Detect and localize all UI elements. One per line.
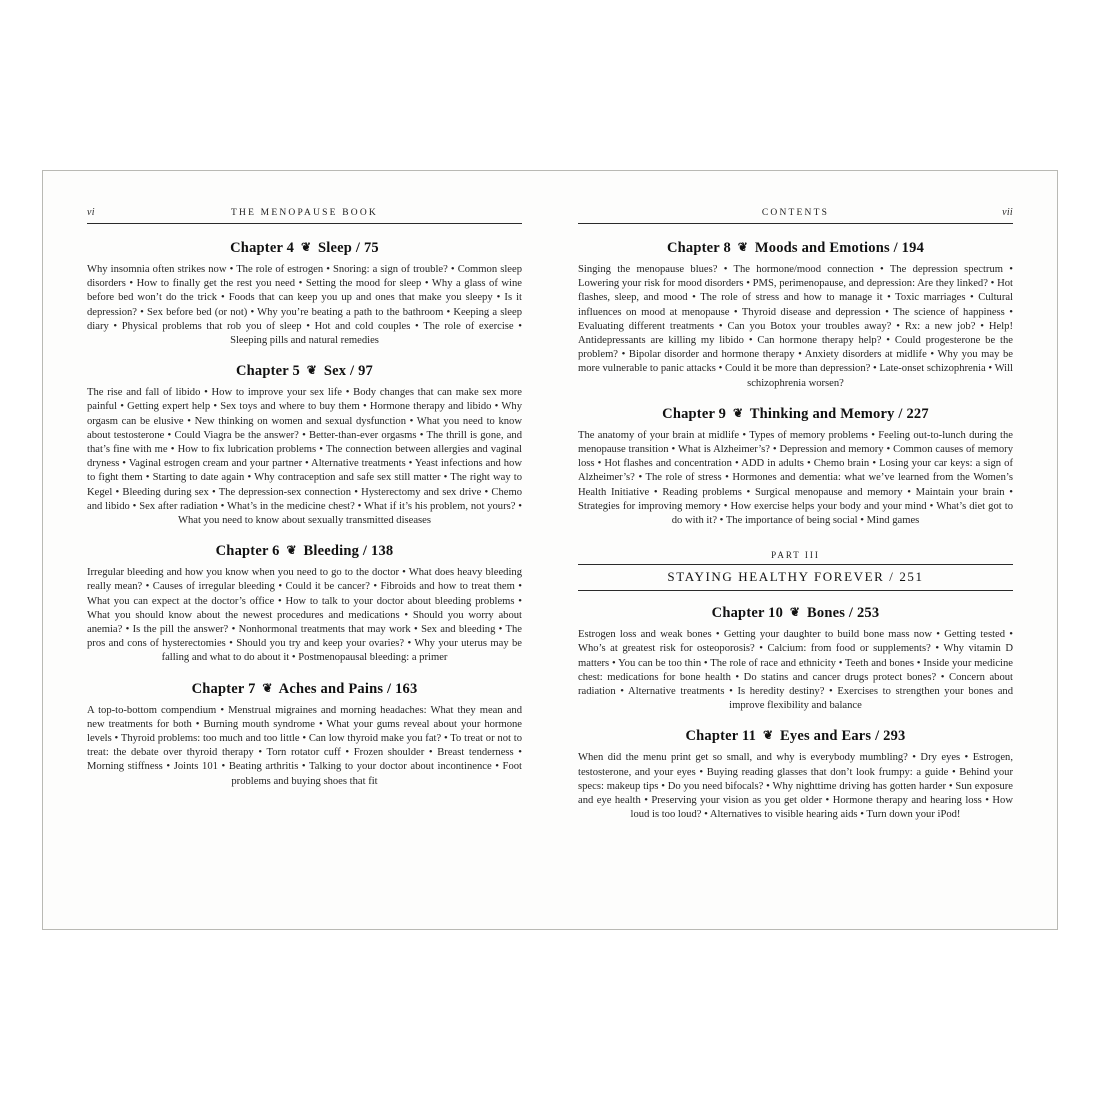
flower-ornament-icon: ❦ — [789, 605, 801, 620]
chapter-number: Chapter 4 — [230, 240, 295, 256]
toc-entry[interactable] — [578, 240, 1013, 391]
chapter-description: A top-to-bottom compendium • Menstrual migraines and morning headaches: What they mean and new treatments for both • Burning mouth syndrome • What your gums reveal about your hormone levels • Thyroid problems: too much and too little • Can low thyroid make you fat? • To treat or not to treat: the debate over thyroid therapy • Torn rotator cuff • Frozen shoulder • Breast tenderness • Morning stiffness • Joints 101 • Beating arthritis • Talking to your doctor about incontinence • Foot problems and buying shoes that fit — [87, 704, 522, 787]
flower-ornament-icon: ❦ — [286, 543, 297, 558]
book-title: THE MENOPAUSE BOOK — [231, 208, 378, 218]
part-heading — [578, 550, 1013, 591]
chapter-name-page: Moods and Emotions / 194 — [754, 240, 925, 256]
chapter-title — [87, 363, 522, 380]
chapter-description: Singing the menopause blues? • The hormone/mood connection • The depression spectrum • Lowering your risk for mood disorders • PMS, perimenopause, and depression: Are they linked? • Hot flashes, sleep, and mood • The role of stress and how to manage it • Toxic marriages • Cultural influences on mood at menopause • Thyroid disease and depression • The science of happiness • Evaluating different treatments • Can you Botox your troubles away? • Rx: a new job? • Help! Antidepressants are killing my libido • Can hormone therapy help? • Could progesterone be the problem? • Bipolar disorder and hormone therapy • Anxiety disorders at midlife • Why you may be more vulnerable to panic attacks • Could it be more than depression? • Late-onset schizophrenia • Will schizophrenia worsen? — [578, 264, 1013, 389]
section-title: CONTENTS — [761, 208, 830, 218]
book-spread — [42, 170, 1058, 930]
chapter-number: Chapter 11 — [685, 728, 757, 745]
chapter-number: Chapter 10 — [711, 605, 784, 622]
flower-ornament-icon: ❦ — [300, 240, 312, 254]
part-title: STAYING HEALTHY FOREVER / 251 — [578, 564, 1013, 591]
right-page — [550, 207, 1023, 909]
left-page — [77, 207, 550, 909]
chapter-description: Irregular bleeding and how you know when you need to go to the doctor • What does heavy bleeding really mean? • Causes of irregular bleeding • Could it be cancer? • Fibroids and how to treat them • What you can expect at the doctor’s office • How to talk to your doctor about bleeding problems • What you should know about the newest procedures and medications • Should you worry about anemia? • Is the pill the answer? • Nonhormonal treatments that may work • Sex and bleeding • The pros and cons of hysterectomies • Should you try and keep your ovaries? • Why your uterus may be falling and what to do about it • Postmenopausal bleeding: a primer — [87, 567, 522, 664]
toc-entry[interactable] — [87, 363, 522, 528]
chapter-number: Chapter 5 — [235, 363, 300, 380]
toc-entry[interactable] — [578, 605, 1013, 713]
chapter-number: Chapter 7 — [191, 680, 256, 697]
flower-ornament-icon: ❦ — [737, 240, 749, 254]
chapter-title — [578, 728, 1013, 745]
part-label: PART III — [771, 550, 820, 561]
toc-entry[interactable] — [578, 406, 1013, 528]
chapter-title — [578, 240, 1013, 257]
chapter-description: The rise and fall of libido • How to improve your sex life • Body changes that can make sex more painful • Getting expert help • Sex toys and where to buy them • Hormone therapy and libido • Why orgasm can be elusive • New thinking on women and sexual dysfunction • What you need to know about testosterone • Could Viagra be the answer? • Better-than-ever orgasms • The thrill is gone, and that’s fine with me • How to fix lubrication problems • The connection between allergies and vaginal dryness • Vaginal estrogen cream and your partner • Alternative treatments • Yeast infections and how to fight them • Starting to date again • Why contraception and safe sex still matter • The right way to Kegel • Bleeding during sex • The depression-sex connection • Hysterectomy and sex drive • Chemo and libido • Sex after radiation • What’s in the medicine chest? • What if it’s his problem, not yours? • What you need to know about sexually transmitted diseases — [87, 387, 522, 527]
chapter-title — [578, 605, 1013, 622]
chapter-name-page: Sex / 97 — [323, 363, 374, 380]
chapter-number: Chapter 6 — [215, 543, 280, 560]
chapter-description: When did the menu print get so small, and why is everybody mumbling? • Dry eyes • Estrogen, testosterone, and your eyes • Buying reading glasses that don’t look frumpy: a guide • Behind your specs: makeup tips • Do you need bifocals? • Why nighttime driving has gotten harder • Sun exposure and eye health • Preserving your vision as you get older • Hormone therapy and hearing loss • How loud is too loud? • Alternatives to visible hearing aids • Turn down your iPod! — [578, 752, 1013, 821]
chapter-title — [578, 406, 1013, 423]
left-folio: vi — [87, 207, 95, 218]
flower-ornament-icon: ❦ — [762, 728, 774, 743]
chapter-name-page: Aches and Pains / 163 — [278, 680, 418, 697]
toc-entry[interactable] — [87, 681, 522, 789]
flower-ornament-icon: ❦ — [732, 405, 744, 420]
chapter-name-page: Sleep / 75 — [318, 240, 379, 256]
chapter-name-page: Thinking and Memory / 227 — [749, 405, 929, 422]
flower-ornament-icon: ❦ — [306, 363, 318, 378]
chapter-description: Estrogen loss and weak bones • Getting your daughter to build bone mass now • Getting tested • Who’s at greatest risk for osteoporosis? • Calcium: from food or supplements? • Why vitamin D matters • You can be too thin • The role of race and ethnicity • Teeth and bones • Inside your medicine chest: medications for bone health • Do statins and cancer drugs protect bones? • Concern about radiation • Alternative treatments • Is heredity destiny? • Exercises to strengthen your bones and improve flexibility and balance — [578, 629, 1013, 712]
toc-entry[interactable] — [578, 728, 1013, 822]
chapter-description: The anatomy of your brain at midlife • Types of memory problems • Feeling out-to-lunch during the menopause transition • What is Alzheimer’s? • Depression and memory • Common causes of memory loss • Hot flashes and concentration • ADD in adults • Chemo brain • Losing your car keys: a sign of Alzheimer’s? • The role of stress • Hormones and dementia: what we’ve learned from the Women’s Health Initiative • Reading problems • Surgical menopause and memory • Maintain your brain • Strategies for improving memory • How exercise helps your body and your mind • What’s diet got to do with it? • The importance of being social • Mind games — [578, 429, 1013, 527]
chapter-name-page: Eyes and Ears / 293 — [780, 728, 906, 745]
chapter-name-page: Bones / 253 — [807, 605, 880, 622]
left-running-head — [87, 207, 522, 224]
chapter-title — [87, 240, 522, 257]
chapter-number: Chapter 9 — [662, 405, 727, 422]
toc-entry[interactable] — [87, 543, 522, 665]
right-folio: vii — [1002, 207, 1013, 218]
chapter-title — [87, 543, 522, 560]
toc-entry[interactable] — [87, 240, 522, 348]
right-running-head — [578, 207, 1013, 224]
chapter-title — [87, 681, 522, 698]
flower-ornament-icon: ❦ — [262, 680, 273, 695]
chapter-description: Why insomnia often strikes now • The role of estrogen • Snoring: a sign of trouble? • Common sleep disorders • How to finally get the rest you need • Setting the mood for sleep • Why a glass of wine before bed won’t do the trick • Foods that can keep you up and ones that make you sleepy • Is it depression? • Sex before bed (or not) • Why you’re beating a path to the bathroom • Keeping a sleep diary • Physical problems that rob you of sleep • Hot and cold couples • The role of exercise • Sleeping pills and natural remedies — [87, 264, 522, 347]
chapter-name-page: Bleeding / 138 — [303, 543, 394, 560]
chapter-number: Chapter 8 — [666, 240, 731, 256]
